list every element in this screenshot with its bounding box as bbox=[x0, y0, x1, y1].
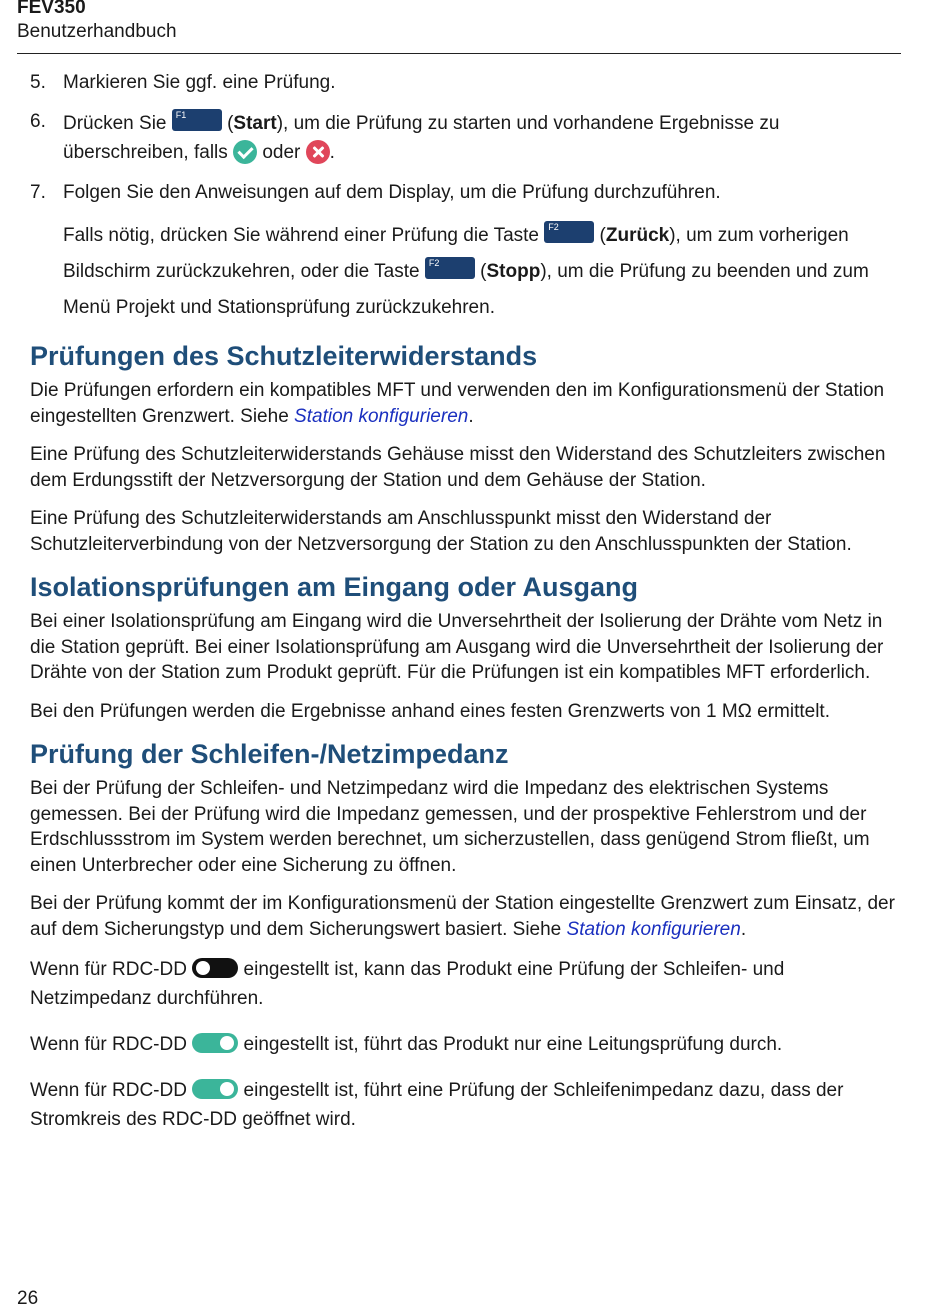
section-heading-loop-impedance: Prüfung der Schleifen-/Netzimpedanz bbox=[30, 739, 509, 769]
page-header bbox=[17, 0, 901, 44]
document-title: FEV350 bbox=[17, 0, 86, 18]
period: . bbox=[468, 405, 474, 427]
paragraph-text: Bei der Prüfung kommt der im Konfigurationsmenü der Station eingestellte Grenzwert zum Einsatz, der auf dem Sicherungstyp und dem Sicherungswert basiert. Siehe bbox=[30, 893, 895, 940]
page-number: 26 bbox=[17, 1288, 39, 1309]
step-text-before: Drücken Sie bbox=[63, 112, 167, 134]
f1-key-icon bbox=[172, 109, 222, 131]
step-text-middle: ), um die Prüfung zu starten und vorhandene Ergebnisse zu überschreiben, falls bbox=[63, 112, 780, 163]
station-config-link[interactable]: Station konfigurieren bbox=[294, 405, 469, 427]
key-label: F2 bbox=[428, 258, 440, 268]
rdc-prefix: Wenn für RDC-DD bbox=[30, 1034, 187, 1055]
paragraph bbox=[30, 378, 902, 429]
paragraph: Eine Prüfung des Schutzleiterwiderstands am Anschlusspunkt misst den Widerstand der Schutzleiterverbindung von der Netzversorgung der Station zu den Anschlusspunkten der Station. bbox=[30, 508, 852, 555]
rdc-prefix: Wenn für RDC-DD bbox=[30, 1080, 187, 1101]
rdc-text: eingestellt ist, führt eine Prüfung der Schleifenimpedanz dazu, dass der Stromkreis des RDC-DD geöffnet wird. bbox=[30, 1080, 844, 1130]
note-text-2: ), um zum vorherigen Bildschirm zurückzukehren, oder die Taste bbox=[63, 225, 849, 282]
key-label: F2 bbox=[548, 222, 559, 232]
step-5 bbox=[30, 70, 902, 96]
paragraph: Bei der Prüfung der Schleifen- und Netzimpedanz wird die Impedanz des elektrischen Systems gemessen. Bei der Prüfung wird die Impedanz gemessen, und der prospektive Fehlerstrom und der Erdschlussstrom im System werden berechnet, um sicherzustellen, dass genügend Strom fließt, um einen Unterbrecher oder eine Sicherung zu öffnen. bbox=[30, 778, 870, 876]
open-paren: ( bbox=[227, 112, 234, 134]
rdc-on-line bbox=[30, 1030, 902, 1059]
f2-key-icon bbox=[544, 221, 594, 243]
step-number: 5. bbox=[30, 72, 46, 93]
section-heading-insulation: Isolationsprüfungen am Eingang oder Ausgang bbox=[30, 572, 639, 602]
step-6 bbox=[30, 109, 902, 167]
section-heading-pe-resistance: Prüfungen des Schutzleiterwiderstands bbox=[30, 341, 538, 371]
header-divider bbox=[17, 53, 901, 54]
step-note bbox=[30, 218, 902, 326]
rdc-text: eingestellt ist, führt das Produkt nur eine Leitungsprüfung durch. bbox=[243, 1034, 783, 1055]
stop-label: Stopp bbox=[486, 261, 541, 282]
f2-key-icon bbox=[425, 257, 475, 279]
step-text bbox=[63, 109, 902, 167]
station-config-link[interactable]: Station konfigurieren bbox=[566, 918, 741, 940]
toggle-knob bbox=[220, 1082, 234, 1096]
toggle-on-icon bbox=[192, 1033, 238, 1053]
x-circle-icon bbox=[306, 140, 330, 164]
step-number: 7. bbox=[30, 181, 46, 203]
rdc-off-line bbox=[30, 955, 902, 1013]
page-content bbox=[30, 70, 902, 1151]
step-text: Folgen Sie den Anweisungen auf dem Display, um die Prüfung durchzuführen. bbox=[63, 181, 721, 203]
paragraph: Eine Prüfung des Schutzleiterwiderstands Gehäuse misst den Widerstand des Schutzleiters zwischen dem Erdungsstift der Netzversorgung der Station und dem Gehäuse der Station. bbox=[30, 444, 886, 491]
paragraph: Bei einer Isolationsprüfung am Eingang wird die Unversehrtheit der Isolierung der Drähte vom Netz in die Station geprüft. Bei einer Isolationsprüfung am Ausgang wird die Unversehrtheit der Isolierung der Drähte von der Station zum Produkt geprüft. Für die Prüfungen ist ein kompatibles MFT erforderlich. bbox=[30, 611, 884, 683]
step-text-end: . bbox=[329, 141, 335, 163]
open-paren: ( bbox=[599, 225, 606, 246]
document-subtitle: Benutzerhandbuch bbox=[17, 21, 177, 42]
step-7 bbox=[30, 180, 902, 206]
step-number: 6. bbox=[30, 110, 46, 132]
key-label: F1 bbox=[175, 109, 187, 120]
check-circle-icon bbox=[233, 140, 257, 164]
open-paren: ( bbox=[480, 261, 487, 282]
toggle-knob bbox=[196, 961, 210, 975]
toggle-knob bbox=[220, 1036, 234, 1050]
toggle-off-icon bbox=[192, 958, 238, 978]
note-text-3: ), um die Prüfung zu beenden und zum Menü Projekt und Stationsprüfung zurückzukehren. bbox=[63, 261, 869, 318]
paragraph bbox=[30, 891, 902, 942]
start-label: Start bbox=[233, 112, 277, 134]
rdc-prefix: Wenn für RDC-DD bbox=[30, 959, 187, 980]
step-text: Markieren Sie ggf. eine Prüfung. bbox=[63, 72, 336, 93]
toggle-on-icon bbox=[192, 1079, 238, 1099]
paragraph-text: Die Prüfungen erfordern ein kompatibles MFT und verwenden den im Konfigurationsmenü der Station eingestellten Grenzwert. Siehe bbox=[30, 380, 885, 427]
rdc-text: eingestellt ist, kann das Produkt eine Prüfung der Schleifen- und Netzimpedanz durchführen. bbox=[30, 959, 785, 1009]
note-text-1: Falls nötig, drücken Sie während einer Prüfung die Taste bbox=[63, 225, 539, 246]
rdc-on-line bbox=[30, 1076, 902, 1134]
paragraph: Bei den Prüfungen werden die Ergebnisse anhand eines festen Grenzwerts von 1 MΩ ermittelt. bbox=[30, 700, 830, 722]
period: . bbox=[740, 918, 747, 940]
or-text: oder bbox=[262, 141, 301, 163]
back-label: Zurück bbox=[605, 225, 670, 246]
